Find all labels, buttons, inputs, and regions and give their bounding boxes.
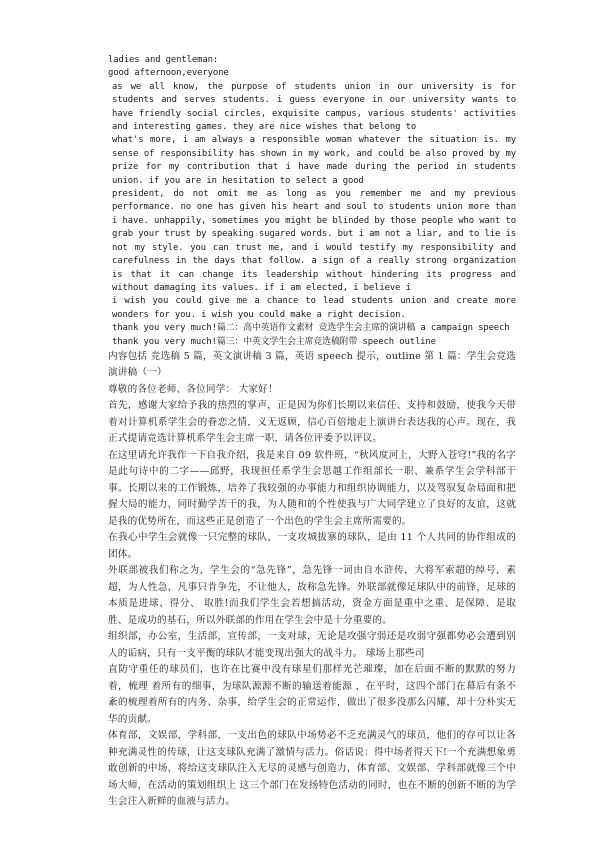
paragraph-self-intro: 在这里请允许我作一下自我介绍，我是来自 09 软件班，“秋风度河上，大野入苍穹!”我的名字是此句诗中的二字——邱野，我现担任系学生会思越工作组部长一职、兼系学生会学科部干事。长期以来的工作锻炼，培养了我较强的办事能力和组织协调能力，以及驾驭复杂局面和把握大局的能力，同时勤学苦干的我，为人随和的个性使我与广大同学建立了良好的友谊，这就是我的优势所在，而这些正是创造了一个出色的学生会主席所需要的。 bbox=[108, 449, 516, 527]
paragraph-contents: 内容包括 竞选稿 5 篇，英文演讲稿 3 篇，英语 speech 提示，outline 第 1 篇：学生会竞选演讲稿（一） bbox=[108, 350, 516, 379]
paragraph-team: 在我心中学生会就像一只完整的球队，一支攻城拔寨的球队，是由 11 个人共同的协作组成的团体。 bbox=[108, 532, 516, 560]
paragraph-defense: 直防守重任的球员们，也许在比赛中没有球星们那样光芒璀璨，加在后面不断的默默的努力着，梳理 着所有的细事，为球队源源不断的输送着能源 ，在平时，这四个部门在幕后有条不紊的梳理着所有的内务、杂事，给学生会的正常运作，做出了很多没那么闪耀，却十分朴实无华的贡献。 bbox=[108, 664, 516, 725]
paragraph-thanks-3: thank you very much!篇三：中英文学生会主席竞选稿附带 speech outline bbox=[112, 336, 436, 347]
paragraph-responsibility: what's more, i am always a responsible woman whatever the situation is. my sense of responsibility has shown in my work, and could be also proved by my prize for my contribution that i have made during the period in students union. if you are in hesitation to select a good bbox=[112, 135, 516, 186]
paragraph-thanks-intro: 首先，感谢大家给予我的热烈的掌声，正是因为你们长期以来信任、支持和鼓励，使我今天带着对计算机系学生会的眷恋之情，义无返顾，信心百倍地走上演讲台表达我的心声。现在，我正式提请竞选计算机系学生会主席一职，请各位评委予以评议。 bbox=[108, 400, 516, 445]
paragraph-outreach: 外联部被我们称之为，学生会的“急先锋”，急先锋一词由自水浒传，大将军索超的绰号，素超，为人性急，凡事只肯争先，不让他人，故称急先锋。外联部就像足球队中的前锋，足球的本质是进球、得分、 取胜!而我们学生会若想搞活动，资金方面是重中之重、是保障、是取胜、是成功的基石，所以外联部的作用在学生会中是十分重要的。 bbox=[108, 565, 516, 626]
document-body bbox=[108, 54, 516, 811]
paragraph-thanks-2: thank you very much!篇二：高中英语作文素材 竞选学生会主席的演讲稿 a campaign speech bbox=[112, 323, 510, 334]
paragraph-president: president, do not omit me as long as you remember me and my previous performance. no one has given his heart and soul to students union more than i have. unhappily, sometimes you might be blinded by those people who want to grab your trust by speaking sugared words. but i am not a liar, and to lie is not my style. you can trust me, and i would testify my responsibility and carefulness in the days that follow. a sign of a really strong organization is that it can change its leadership without hindering its progress and without damaging its values. if i am elected, i believe i bbox=[112, 189, 516, 293]
paragraph-purpose: as we all know, the purpose of students union in our university is for students and serves students. i guess everyone in our university wants to have friendly social circles, exquisite campus, various students' activities and interesting games. they are nice wishes that belong to bbox=[112, 81, 516, 133]
greeting-line-1: ladies and gentleman: bbox=[108, 55, 219, 65]
paragraph-organization: 组织部，办公室，生活部，宣传部，一支对球，无论是攻强守弱还是攻弱守强都势必会遭到别人的诟病，只有一支平衡的球队才能变现出强大的战斗力。 球场上那些司 bbox=[108, 631, 516, 659]
paragraph-midfield: 体育部，文娱部，学科部，一支出色的球队中场势必不乏充满灵气的球员，他们的存可以让各种充满灵性的传球，让这支球队充满了激情与活力。俗话说：得中场者得天下!一个充满想象勇敢创新的中场，将给这支球队注入无尽的灵感与创造力，体育部、文娱部、学科部就像三个中场大师，在活动的策划组织上 这三个部门在发扬特色活动的同时，也在不断的创新不断的为学生会注入新鲜的血液与活力。 bbox=[108, 730, 516, 808]
paragraph-salutation: 尊敬的各位老师、各位同学： 大家好！ bbox=[108, 383, 278, 395]
english-section bbox=[108, 54, 516, 349]
chinese-section bbox=[108, 349, 516, 811]
greeting-line-2: good afternoon,everyone bbox=[108, 68, 229, 79]
paragraph-wish: i wish you could give me a chance to lead students union and create more wonders for you. i wish you could make a right decision. bbox=[112, 296, 516, 320]
